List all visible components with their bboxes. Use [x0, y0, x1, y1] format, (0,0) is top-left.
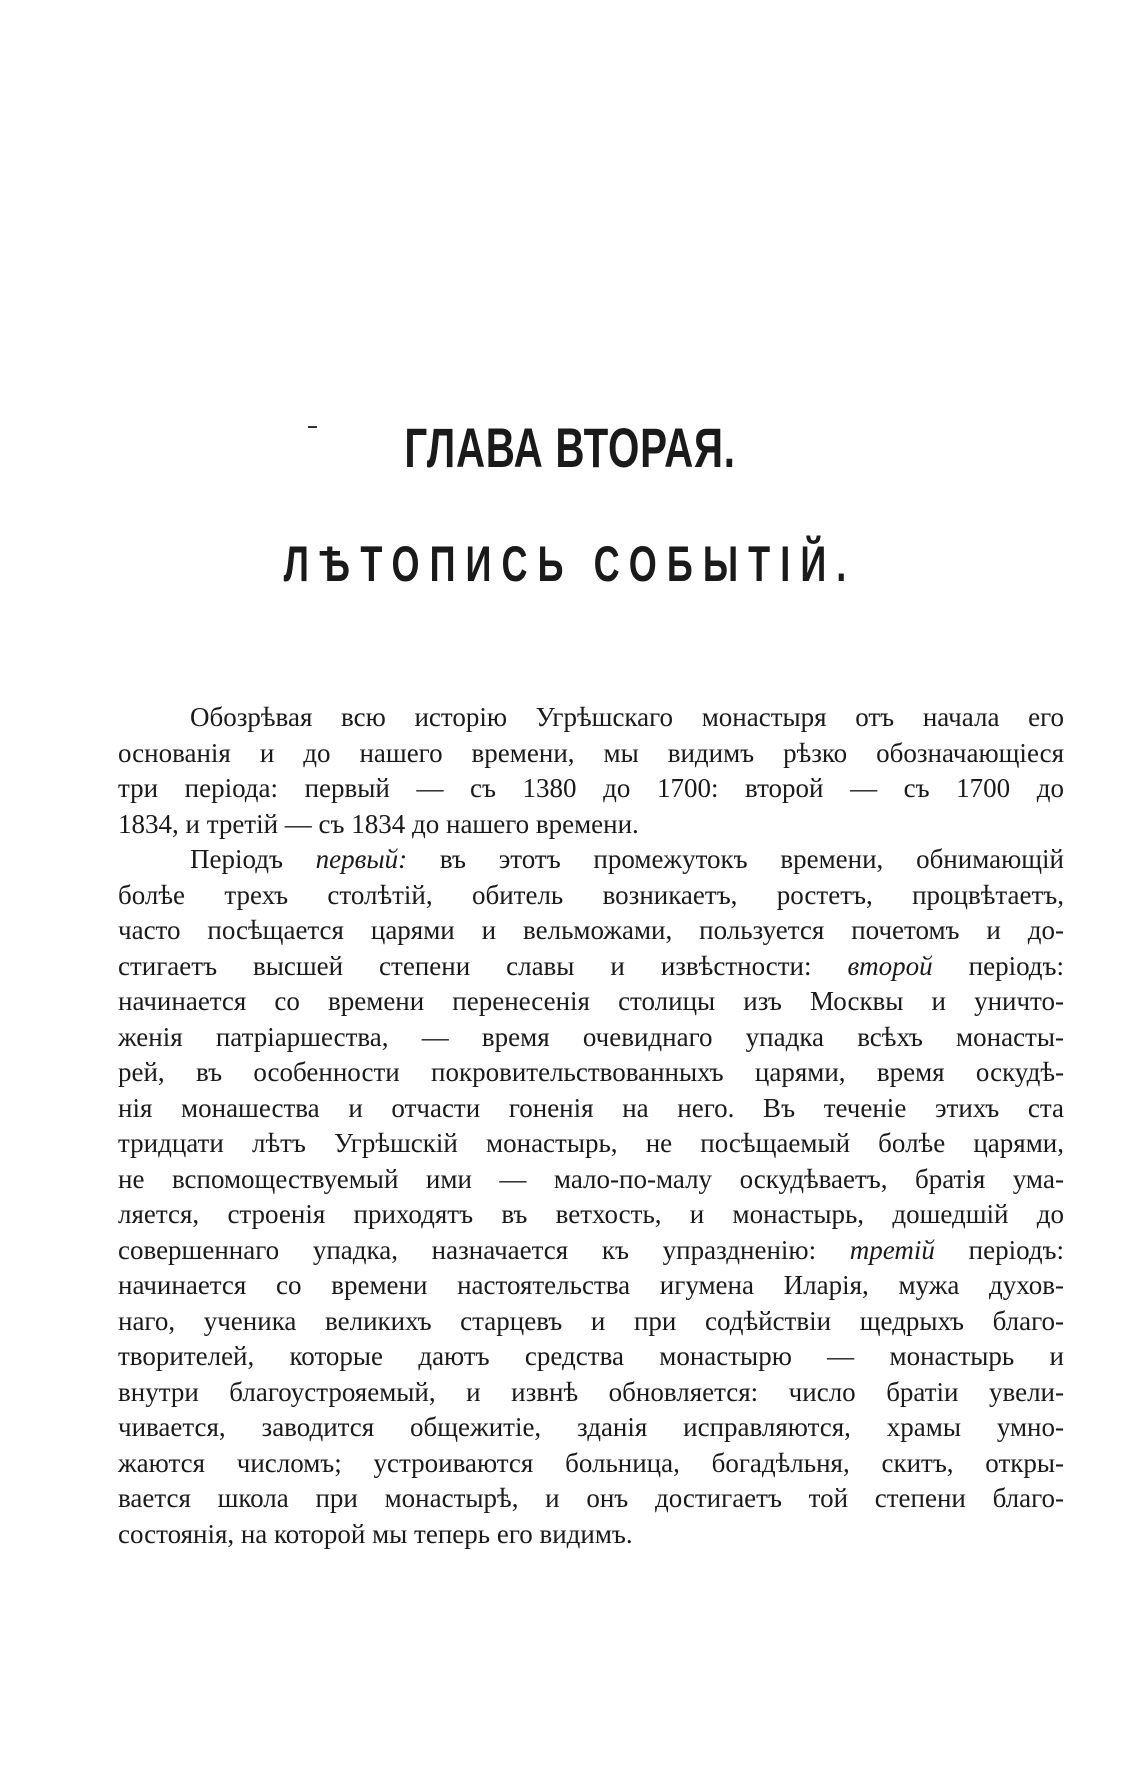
- text-line: основанія и до нашего времени, мы видимъ рѣзко обозначающіеся: [118, 737, 1064, 768]
- text-line: часто посѣщается царями и вельможами, пользуется почетомъ и до-: [118, 915, 1064, 945]
- text-line: тридцати лѣтъ Угрѣшскій монастырь, не посѣщаемый болѣе царями,: [118, 1128, 1064, 1158]
- text-line: болѣе трехъ столѣтій, обитель возникаетъ, ростетъ, процвѣтаетъ,: [118, 879, 1064, 910]
- text-line: три періода: первый — съ 1380 до 1700: второй — съ 1700 до: [118, 773, 1064, 803]
- text-run: періодъ:: [968, 1234, 1065, 1265]
- text-line: [118, 1233, 1064, 1269]
- text-run: періодъ:: [968, 950, 1064, 981]
- italic-term: второй: [847, 950, 933, 981]
- text-line: Обозрѣвая всю исторію Угрѣшскаго монастыря отъ начала его: [190, 702, 1064, 732]
- text-line: состоянія, на которой мы теперь его видимъ.: [118, 1518, 633, 1549]
- section-title: ЛѢТОПИСЬ СОБЫТІЙ.: [283, 536, 857, 592]
- text-line: женія патріаршества, — время очевиднаго упадка всѣхъ монасты-: [118, 1021, 1064, 1052]
- text-line: вается школа при монастырѣ, и онъ достигаетъ той степени благо-: [118, 1483, 1064, 1513]
- text-line: жаются числомъ; устроиваются больница, богадѣльня, скитъ, откры-: [118, 1447, 1064, 1478]
- chapter-title: ГЛАВА ВТОРАЯ.: [404, 416, 736, 479]
- text-run: въ этотъ промежутокъ времени, обнимающій: [439, 844, 1065, 874]
- body-text: [118, 700, 1064, 1552]
- text-line: не вспомоществуемый ими — мало-по-малу оскудѣваетъ, братія умa-: [118, 1163, 1064, 1194]
- text-line: ляется, строенія приходятъ въ ветхость, и монастырь, дошедшій до: [118, 1199, 1064, 1229]
- text-run: совершеннаго упадка, назначается къ упраздненію:: [118, 1234, 817, 1265]
- text-line: начинается со времени настоятельства игумена Иларія, мужа духов-: [118, 1270, 1064, 1300]
- text-line: рей, въ особенности покровительствованныхъ царями, время оскудѣ-: [118, 1057, 1064, 1087]
- paragraph-1: [118, 700, 1064, 842]
- text-line: [118, 949, 1064, 985]
- paragraph-2: [118, 842, 1064, 1552]
- text-line: начинается со времени перенесенія столицы изъ Москвы и уничто-: [118, 986, 1064, 1016]
- text-line: [118, 842, 1064, 878]
- text-run: Періодъ: [190, 844, 283, 874]
- italic-term: третій: [849, 1234, 935, 1265]
- text-line: наго, ученика великихъ старцевъ и при содѣйствіи щедрыхъ благо-: [118, 1305, 1064, 1336]
- text-line: чивается, заводится общежитіе, зданія исправляются, храмы умно-: [118, 1412, 1064, 1442]
- text-line: 1834, и третій — съ 1834 до нашего времени.: [118, 808, 639, 839]
- text-run: стигаетъ высшей степени славы и извѣстности:: [118, 950, 812, 981]
- italic-term: первый:: [315, 844, 408, 874]
- text-line: внутри благоустрояемый, и извнѣ обновляется: число братіи увели-: [118, 1376, 1064, 1407]
- text-line: нія монашества и отчасти гоненія на него. Въ теченіе этихъ ста: [118, 1092, 1064, 1123]
- text-line: творителей, которые даютъ средства монастырю — монастырь и: [118, 1341, 1064, 1371]
